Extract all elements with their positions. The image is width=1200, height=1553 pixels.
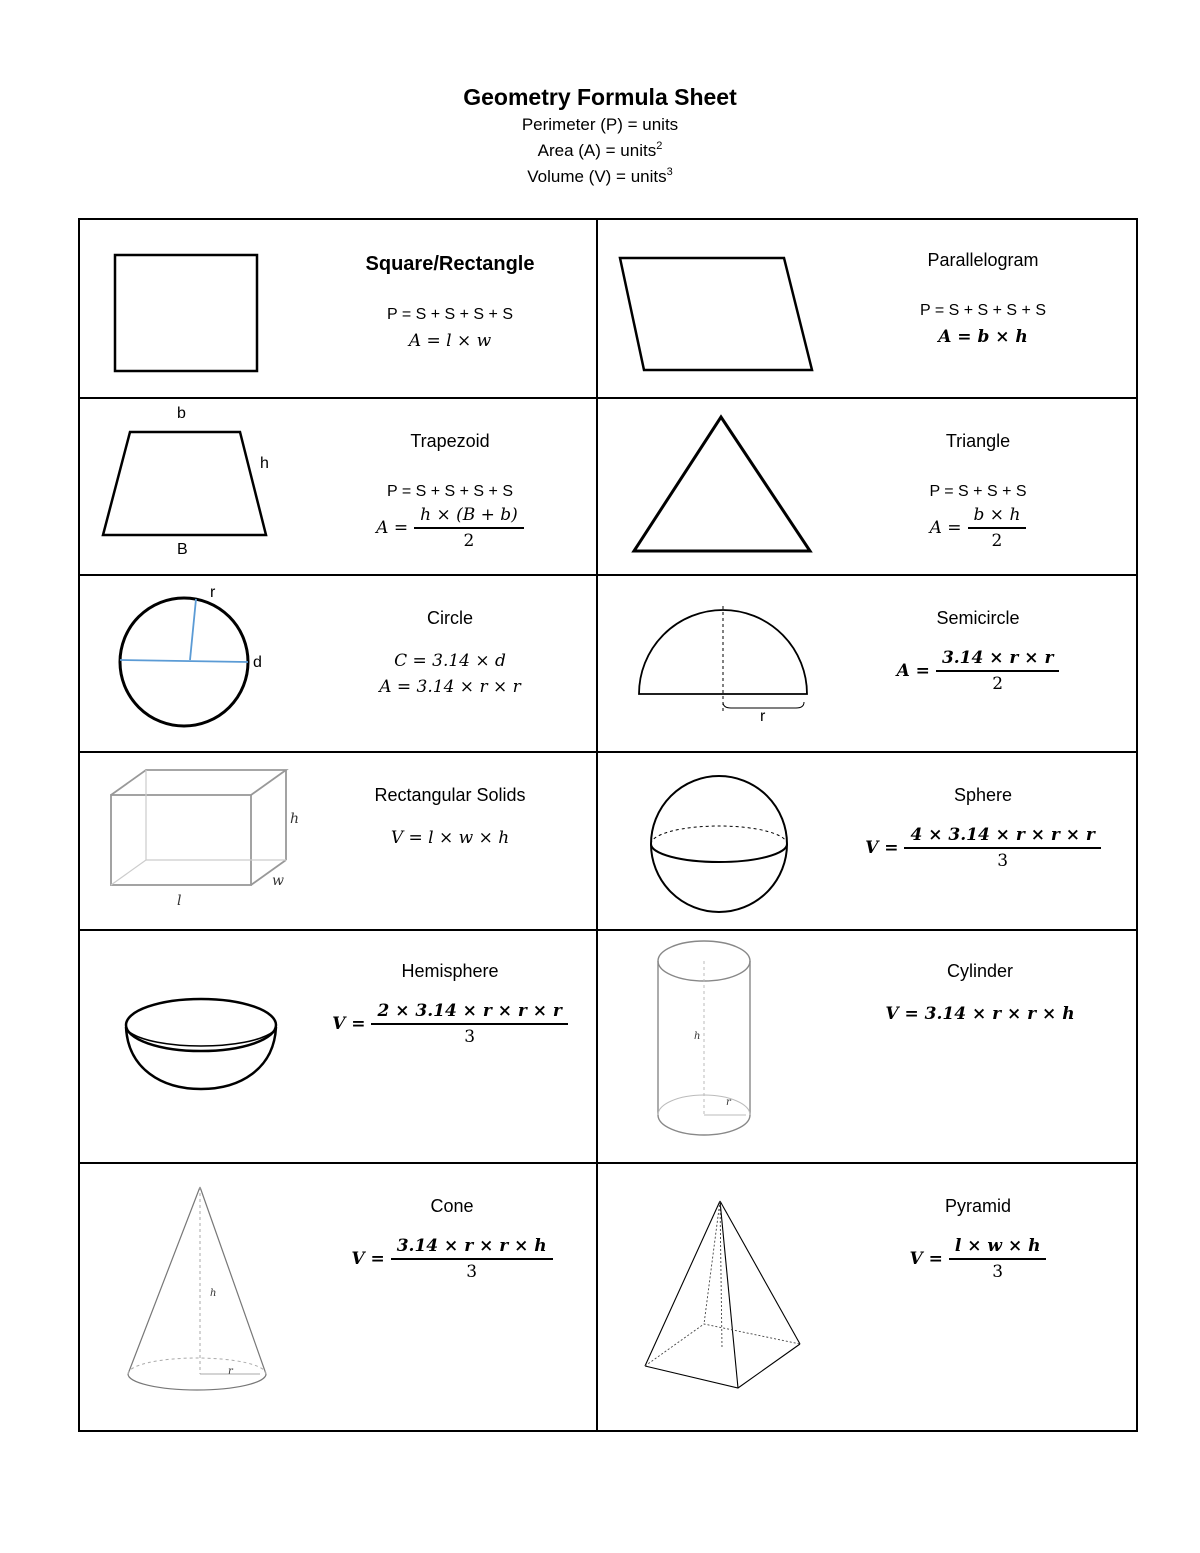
perimeter-formula: P = S + S + S + S <box>386 306 513 323</box>
cell-cone <box>80 1164 596 1432</box>
parallelogram-icon <box>616 254 816 376</box>
perimeter-formula: P = S + S + S + S <box>386 483 513 500</box>
cell-trapezoid <box>80 399 596 574</box>
label-l: l <box>177 893 182 909</box>
label-r: r <box>228 1366 233 1377</box>
label-b: b <box>177 405 186 422</box>
shape-name: Square/Rectangle <box>365 253 535 275</box>
shape-name: Pyramid <box>944 1196 1011 1216</box>
circle-icon <box>114 594 254 734</box>
cell-parallelogram <box>598 220 1138 397</box>
volume-formula: V = l × w × h <box>390 828 510 848</box>
square-icon <box>110 252 260 374</box>
rectangular-solid-icon <box>108 767 292 891</box>
cell-triangle <box>598 399 1138 574</box>
pyramid-icon <box>642 1198 806 1394</box>
cell-cylinder <box>598 931 1138 1162</box>
perimeter-formula: P = S + S + S <box>929 483 1027 500</box>
triangle-icon <box>630 413 814 555</box>
cell-circle <box>80 576 596 751</box>
area-formula: A = $\frac{h \times (B + b)}{2}$ <box>376 505 524 551</box>
volume-formula: V = $\frac{2 \times 3.14 \times r \times r \times r}{3}$ <box>332 1001 568 1047</box>
shape-name: Sphere <box>953 785 1013 805</box>
shape-name: Cylinder <box>946 961 1014 981</box>
sphere-icon <box>648 773 790 915</box>
shape-name: Semicircle <box>936 608 1020 628</box>
area-formula: A = $\frac{b \times h}{2}$ <box>930 505 1027 551</box>
cell-pyramid <box>598 1164 1138 1432</box>
cell-square-rectangle <box>80 220 596 397</box>
label-h: h <box>694 1031 701 1042</box>
shape-name: Cone <box>430 1196 474 1216</box>
label-r: r <box>760 708 766 725</box>
area-formula: A = $\frac{3.14 \times r \times r}{2}$ <box>897 648 1060 694</box>
circumference-formula: C = 3.14 × d <box>394 651 506 671</box>
volume-formula: V = 3.14 × r × r × h <box>885 1004 1075 1024</box>
hemisphere-icon <box>122 995 280 1093</box>
shape-name: Rectangular Solids <box>374 785 526 805</box>
shape-name: Circle <box>426 608 473 628</box>
page-title: Geometry Formula Sheet <box>463 84 737 110</box>
cylinder-icon <box>656 939 756 1145</box>
perimeter-formula: P = S + S + S + S <box>919 302 1046 319</box>
shape-name: Trapezoid <box>410 431 490 451</box>
label-r: r <box>210 584 216 601</box>
area-formula: A = 3.14 × r × r <box>379 677 521 697</box>
label-h: h <box>210 1288 217 1299</box>
cell-sphere <box>598 753 1138 929</box>
label-h: h <box>290 811 300 827</box>
label-d: d <box>253 654 262 671</box>
shape-name: Hemisphere <box>401 961 499 981</box>
label-w: w <box>272 873 284 889</box>
cell-rectangular-solid <box>80 753 596 929</box>
volume-formula: V = $\frac{3.14 \times r \times r \times h}{3}$ <box>351 1236 552 1282</box>
volume-units: Volume (V) = units$^3$ <box>527 166 673 186</box>
label-r: r <box>726 1097 731 1108</box>
shape-name: Triangle <box>945 431 1011 451</box>
semicircle-icon <box>636 604 810 732</box>
cell-hemisphere <box>80 931 596 1162</box>
volume-formula: V = $\frac{4 \times 3.14 \times r \times r \times r}{3}$ <box>865 825 1101 871</box>
shape-name: Parallelogram <box>927 250 1039 270</box>
volume-formula: V = $\frac{l \times w \times h}{3}$ <box>910 1236 1047 1282</box>
formula-table <box>78 218 1138 1432</box>
label-h: h <box>260 455 269 472</box>
area-formula: A = b × h <box>938 327 1028 347</box>
trapezoid-icon <box>100 429 270 539</box>
label-B: B <box>177 541 188 558</box>
cell-semicircle <box>598 576 1138 751</box>
area-units: Area (A) = units$^2$ <box>537 140 663 160</box>
perimeter-units: Perimeter (P) = units <box>521 115 679 134</box>
cone-icon <box>124 1184 270 1398</box>
page-header <box>0 82 1200 190</box>
area-formula: A = l × w <box>408 331 492 351</box>
